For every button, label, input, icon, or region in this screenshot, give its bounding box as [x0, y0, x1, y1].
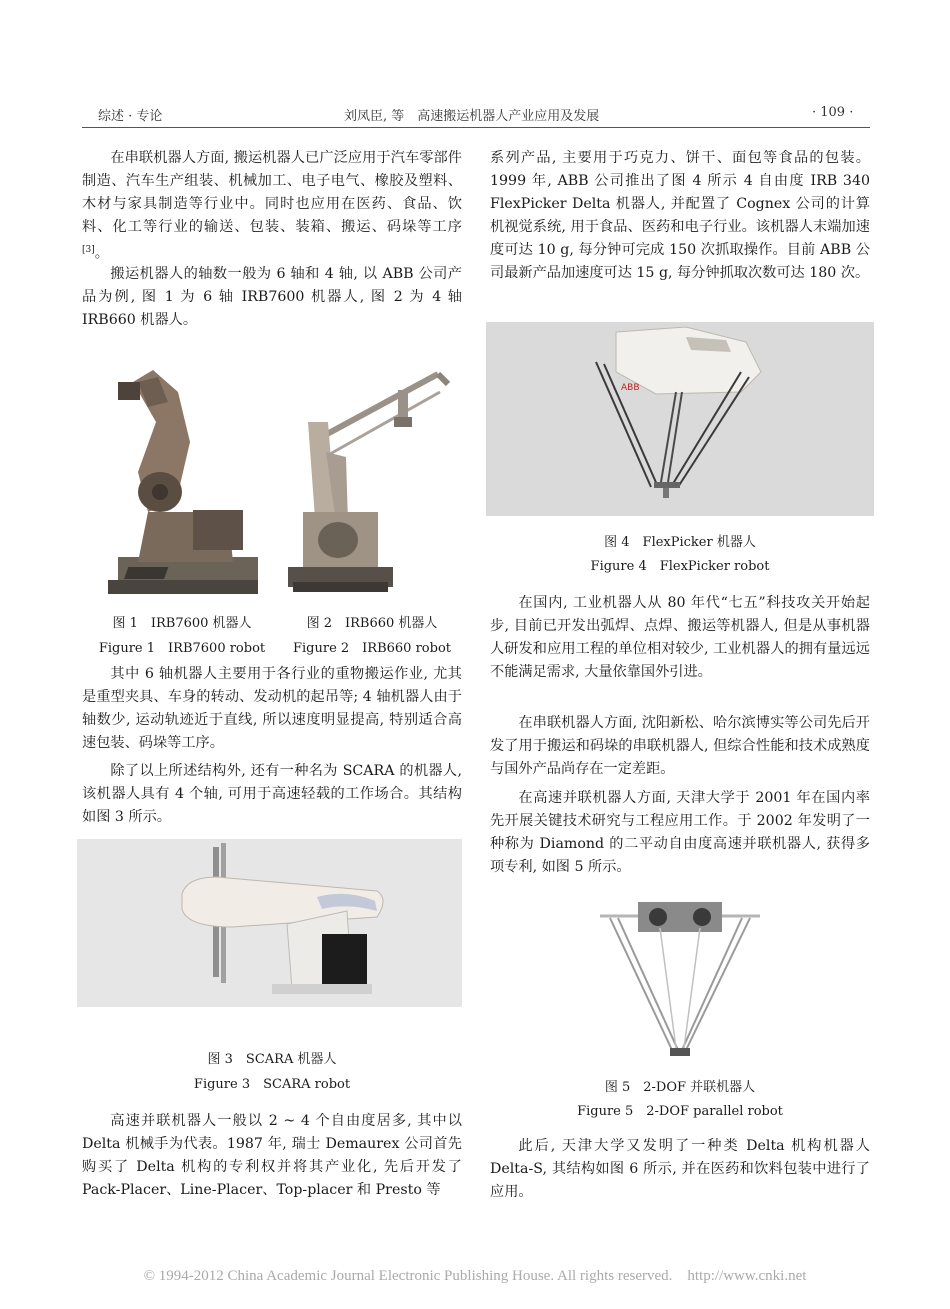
- figure-5-caption-en: Figure 5 2-DOF parallel robot: [577, 1104, 783, 1119]
- figure-2-caption-cn: 图 2 IRB660 机器人: [306, 616, 438, 631]
- left-paragraph-1: 在串联机器人方面, 搬运机器人已广泛应用于汽车零部件制造、汽车生产组装、机械加工、电子电气、橡胶及塑料、木材与家具制造等行业中。同时也应用在医药、食品、饮料、化工等行业的输送、包装、装箱、搬运、码垛等工序[3]。: [82, 150, 462, 262]
- header-section: 综述 · 专论: [98, 109, 163, 124]
- left-paragraph-2: 搬运机器人的轴数一般为 6 轴和 4 轴, 以 ABB 公司产品为例, 图 1 为 6 轴 IRB7600 机器人, 图 2 为 4 轴 IRB660 机器人。: [82, 266, 462, 328]
- right-paragraph-1: 系列产品, 主要用于巧克力、饼干、面包等食品的包装。1999 年, ABB 公司推出了图 4 所示 4 自由度 IRB 340 FlexPicker Delta 机器人, 并配置了 Cognex 公司的计算机视觉系统, 用于食品、医药和电子行业。该机器人末端加速度可达 10 g, 每分钟可完成 150 次抓取操作。目前 ABB 公司最新产品加速度可达 15 g, 每分钟抓取次数可达 180 次。: [490, 150, 870, 281]
- figure-1-irb7600-image: [108, 362, 268, 602]
- figure-4-flexpicker-image: [486, 322, 874, 516]
- left-paragraph-3: 其中 6 轴机器人主要用于各行业的重物搬运作业, 尤其是重型夹具、车身的转动、发动机的起吊等; 4 轴机器人由于轴数少, 运动轨迹近于直线, 所以速度明显提高, 特别适合高速包装、码垛等工序。: [82, 666, 462, 751]
- citation-ref[interactable]: [3]: [82, 245, 95, 255]
- figure-5-2dof-image: [590, 888, 770, 1068]
- figure-1-caption-cn: 图 1 IRB7600 机器人: [112, 616, 252, 631]
- figure-2-caption-en: Figure 2 IRB660 robot: [292, 641, 452, 656]
- figure-2-irb660-image: [288, 362, 460, 602]
- right-paragraph-3: 在串联机器人方面, 沈阳新松、哈尔滨博实等公司先后开发了用于搬运和码垛的串联机器人, 但综合性能和技术成熟度与国外产品尚存在一定差距。: [490, 715, 870, 777]
- figure-3-scara-image: [77, 839, 462, 1007]
- copyright-footer: © 1994-2012 China Academic Journal Electronic Publishing House. All rights reserved. http://www.cnki.net: [143, 1268, 807, 1284]
- figure-4-caption-cn: 图 4 FlexPicker 机器人: [604, 535, 756, 550]
- figure-4-caption-en: Figure 4 FlexPicker robot: [590, 559, 770, 574]
- figure-3-caption-cn: 图 3 SCARA 机器人: [207, 1052, 337, 1067]
- right-paragraph-2: 在国内, 工业机器人从 80 年代“七五”科技攻关开始起步, 目前已开发出弧焊、点焊、搬运等机器人, 但是从事机器人研发和应用工程的单位相对较少, 工业机器人的拥有量远远不能满足需求, 大量依靠国外引进。: [490, 595, 870, 680]
- page-number: · 109 ·: [812, 105, 854, 120]
- right-paragraph-4: 在高速并联机器人方面, 天津大学于 2001 年在国内率先开展关键技术研究与工程应用工作。于 2002 年发明了一种称为 Diamond 的二平动自由度高速并联机器人, 获得多项专利, 如图 5 所示。: [490, 790, 870, 875]
- right-paragraph-5: 此后, 天津大学又发明了一种类 Delta 机构机器人 Delta-S, 其结构如图 6 所示, 并在医药和饮料包装中进行了应用。: [490, 1138, 870, 1200]
- left-paragraph-5: 高速并联机器人一般以 2 ~ 4 个自由度居多, 其中以 Delta 机械手为代表。1987 年, 瑞士 Demaurex 公司首先购买了 Delta 机构的专利权并将其产业化, 先后开发了 Pack-Placer、Line-Placer、Top-placer 和 Presto 等: [82, 1113, 462, 1198]
- left-paragraph-4: 除了以上所述结构外, 还有一种名为 SCARA 的机器人, 该机器人具有 4 个轴, 可用于高速轻载的工作场合。其结构如图 3 所示。: [82, 763, 462, 825]
- figure-3-caption-en: Figure 3 SCARA robot: [193, 1077, 351, 1092]
- header-title: 刘凤臣, 等 高速搬运机器人产业应用及发展: [344, 109, 600, 124]
- header-rule: [82, 127, 870, 128]
- figure-1-caption-en: Figure 1 IRB7600 robot: [98, 641, 266, 656]
- figure-5-caption-cn: 图 5 2-DOF 并联机器人: [604, 1080, 756, 1095]
- abb-logo: ABB: [621, 383, 640, 393]
